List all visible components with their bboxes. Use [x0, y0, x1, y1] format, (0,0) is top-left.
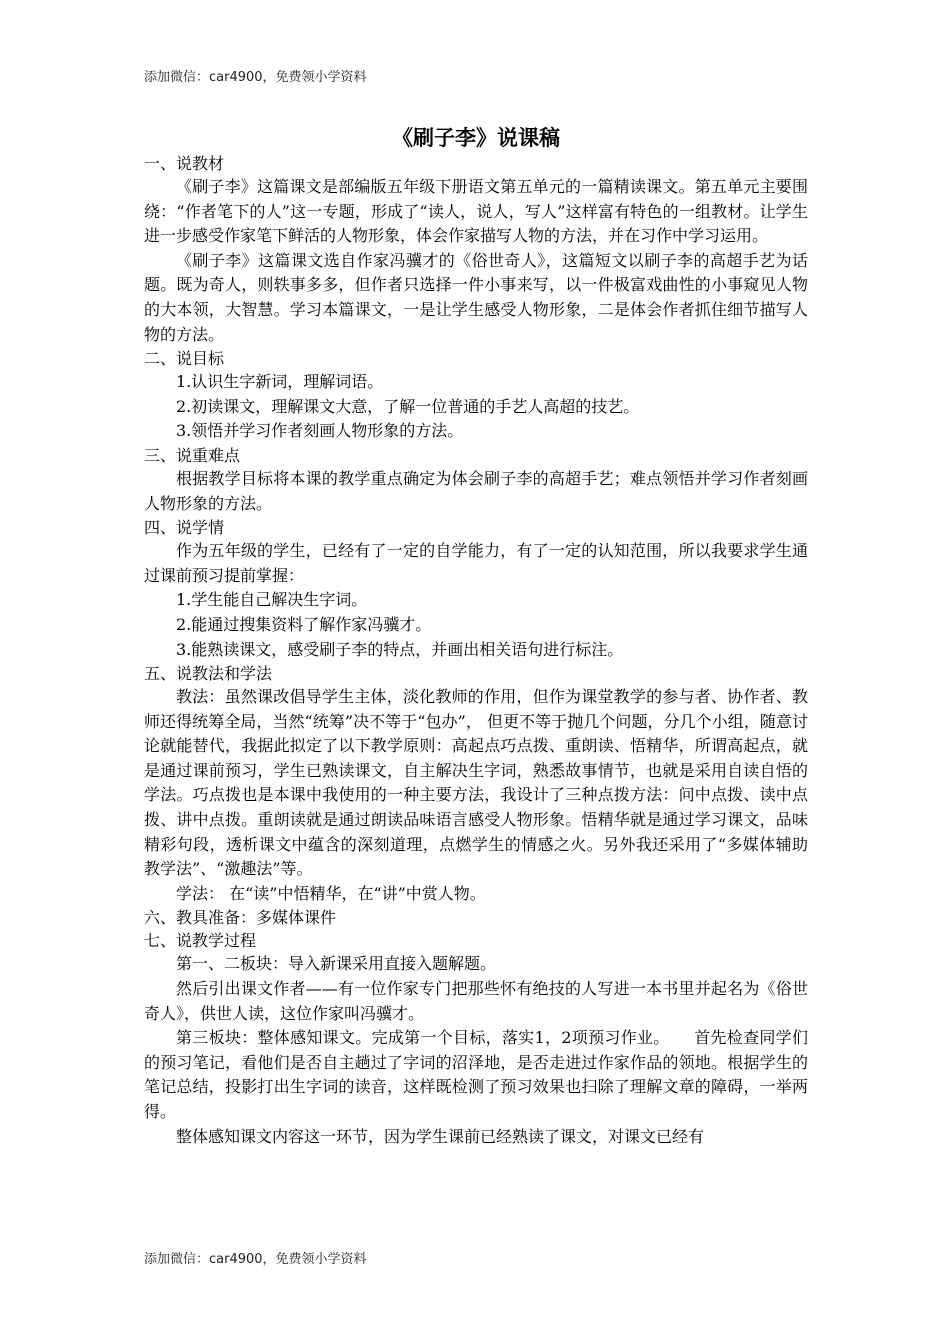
list-item: 3.能熟读课文，感受刷子李的特点，并画出相关语句进行标注。	[176, 639, 624, 659]
paragraph: 第一、二板块：导入新课采用直接入题解题。	[176, 954, 497, 974]
list-item: 2.初读课文，理解课文大意，了解一位普通的手艺人高超的技艺。	[176, 396, 640, 416]
list-item: 1.认识生字新词，理解词语。	[176, 372, 384, 392]
list-item: 3.领悟并学习作者刻画人物形象的方法。	[176, 421, 464, 441]
section-heading-3: 三、说重难点	[144, 445, 241, 465]
document-title: 《刷子李》说课稿	[392, 125, 560, 150]
section-heading-6: 六、教具准备：多媒体课件	[144, 908, 337, 928]
section-heading-2: 二、说目标	[144, 349, 225, 369]
paragraph: 《刷子李》这篇课文是部编版五年级下册语文第五单元的一篇精读课文。第五单元主要围绕：“作者笔下的人”这一专题，形成了“读人，说人，写人”这样富有特色的一组教材。让学生进一步感受作家笔下鲜活的人物形象，体会作家描写人物的方法，并在习作中学习运用。	[144, 177, 808, 246]
page-footer-text: 添加微信：car4900，免费领小学资料	[144, 1252, 367, 1267]
section-heading-5: 五、说教法和学法	[144, 664, 273, 684]
list-item: 2.能通过搜集资料了解作家冯骥才。	[176, 614, 432, 634]
paragraph: 《刷子李》这篇课文选自作家冯骥才的《俗世奇人》，这篇短文以刷子李的高超手艺为话题。既为奇人，则轶事多多，但作者只选择一件小事来写，以一件极富戏曲性的小事窥见人物的大本领，大智慧。学习本篇课文，一是让学生感受人物形象，二是体会作者抓住细节描写人物的方法。	[144, 250, 808, 344]
paragraph: 整体感知课文内容这一环节，因为学生课前已经熟读了课文，对课文已经有	[176, 1126, 705, 1146]
paragraph: 教法：虽然课改倡导学生主体，淡化教师的作用，但作为课堂教学的参与者、协作者、教师还得统筹全局，当然“统筹”决不等于“包办”， 但更不等于抛几个问题，分几个小组，随意讨论就能替代，我据此拟定了以下教学原则：高起点巧点拨、重朗读、悟精华，所谓高起点，就是通过课前预习，学生已熟读课文，自主解决生字词，熟悉故事情节，也就是采用自读自悟的学法。巧点拨也是本课中我使用的一种主要方法，我设计了三种点拨方法：问中点拨、读中点拨、讲中点拨。重朗读就是通过朗读品味语言感受人物形象。悟精华就是通过学习课文，品味精彩句段，透析课文中蕴含的深刻道理，点燃学生的情感之火。另外我还采用了“多媒体辅助教学法”、“激趣法”等。	[144, 687, 808, 879]
paragraph: 作为五年级的学生，已经有了一定的自学能力，有了一定的认知范围，所以我要求学生通过课前预习提前掌握：	[144, 541, 808, 585]
section-heading-4: 四、说学情	[144, 518, 225, 538]
section-heading-7: 七、说教学过程	[144, 931, 257, 951]
paragraph: 然后引出课文作者——有一位作家专门把那些怀有绝技的人写进一本书里并起名为《俗世奇人》，供世人读，这位作家叫冯骥才。	[144, 979, 808, 1023]
page-header-text: 添加微信：car4900，免费领小学资料	[144, 70, 367, 85]
section-heading-1: 一、说教材	[144, 154, 225, 173]
paragraph: 第三板块：整体感知课文。完成第一个目标，落实1，2项预习作业。 首先检查同学们的预习笔记，看他们是否自主趟过了字词的沼泽地，是否走进过作家作品的领地。根据学生的笔记总结，投影打出生字词的读音，这样既检测了预习效果也扫除了理解文章的障碍，一举两得。	[144, 1028, 808, 1121]
paragraph: 学法： 在“读”中悟精华，在“讲”中赏人物。	[176, 883, 486, 903]
paragraph: 根据教学目标将本课的教学重点确定为体会刷子李的高超手艺；难点领悟并学习作者刻画人物形象的方法。	[144, 468, 808, 513]
list-item: 1.学生能自己解决生字词。	[176, 590, 368, 610]
document-body	[144, 124, 808, 1149]
